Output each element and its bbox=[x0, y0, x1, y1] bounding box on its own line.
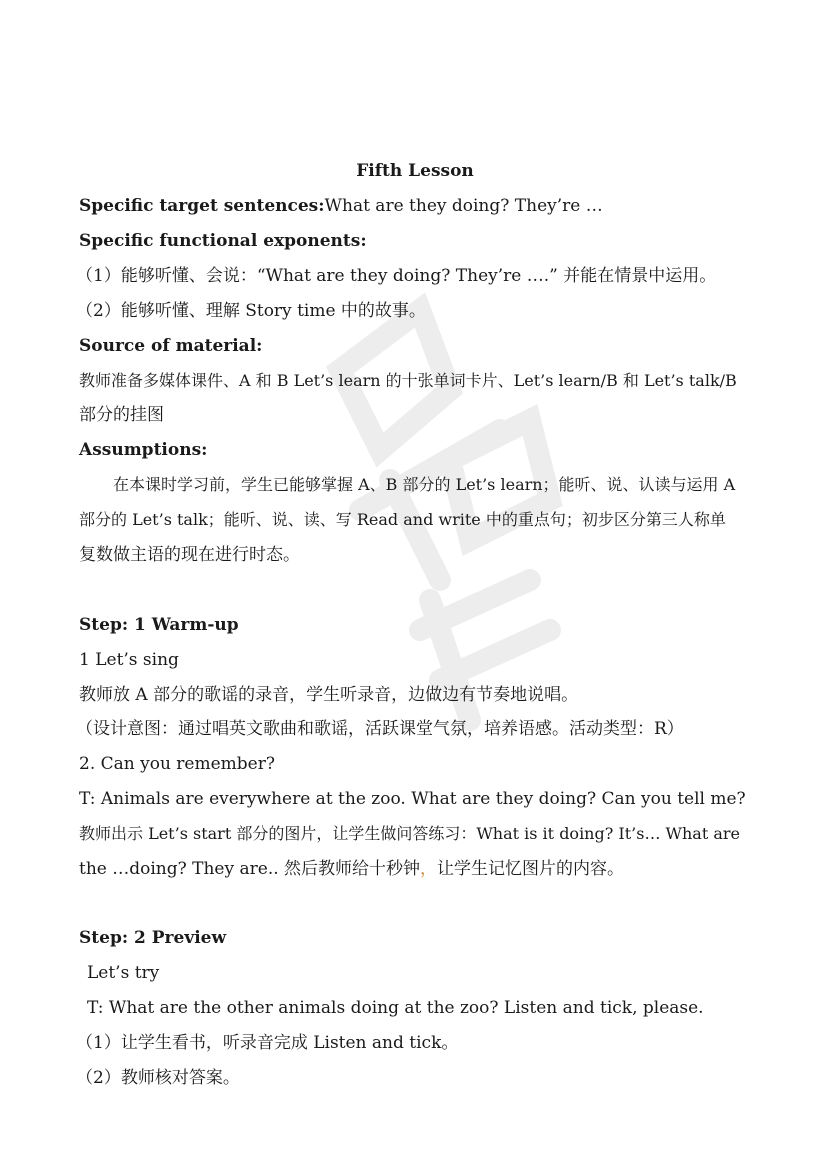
step1-item2-description-1: 教师出示 Let’s start 部分的图片，让学生做问答练习：What is it doing? It’s… What are bbox=[79, 824, 740, 843]
functional-exponent-2: （2）能够听懂、理解 Story time 中的故事。 bbox=[76, 301, 426, 321]
step2-teacher-line: T: What are the other animals doing at the zoo? Listen and tick, please. bbox=[87, 998, 704, 1018]
step1-item1-note: （设计意图：通过唱英文歌曲和歌谣，活跃课堂气氛，培养语感。活动类型：R） bbox=[76, 719, 684, 739]
step1-heading: Step: 1 Warm-up bbox=[79, 615, 239, 635]
target-sentences-label: Specific target sentences: bbox=[79, 196, 325, 216]
assumptions-line-3: 复数做主语的现在进行时态。 bbox=[79, 545, 300, 565]
assumptions-line-2: 部分的 Let’s talk；能听、说、读、写 Read and write 中的重点句；初步区分第三人称单 bbox=[79, 510, 726, 529]
source-line-2: 部分的挂图 bbox=[79, 405, 164, 425]
source-line-1: 教师准备多媒体课件、A 和 B Let’s learn 的十张单词卡片、Let’s learn/B 和 Let’s talk/B bbox=[79, 371, 737, 390]
orange-comma: ， bbox=[420, 859, 438, 879]
step1-item2-description-2a: the …doing? They are.. 然后教师给十秒钟 bbox=[79, 859, 421, 879]
step1-item2-teacher-line: T: Animals are everywhere at the zoo. What are they doing? Can you tell me? bbox=[79, 789, 746, 809]
step2-sub-1: （1）让学生看书，听录音完成 Listen and tick。 bbox=[76, 1033, 459, 1053]
functional-exponent-1: （1）能够听懂、会说：“What are they doing? They’re ….” 并能在情景中运用。 bbox=[76, 266, 717, 286]
step1-item2-description-2b: 让学生记忆图片的内容。 bbox=[437, 859, 625, 879]
step1-item1-description: 教师放 A 部分的歌谣的录音，学生听录音，边做边有节奏地说唱。 bbox=[79, 685, 579, 705]
target-sentences-text: What are they doing? They’re … bbox=[324, 196, 603, 216]
assumptions-line-1: 在本课时学习前，学生已能够掌握 A、B 部分的 Let’s learn；能听、说、认读与运用 A bbox=[113, 475, 736, 494]
source-heading: Source of material: bbox=[79, 336, 263, 356]
step2-sub-2: （2）教师核对答案。 bbox=[76, 1068, 240, 1088]
step1-item2: 2. Can you remember? bbox=[79, 754, 275, 774]
step1-item1: 1 Let’s sing bbox=[79, 650, 179, 670]
functional-exponents-heading: Specific functional exponents: bbox=[79, 231, 367, 251]
assumptions-heading: Assumptions: bbox=[79, 440, 208, 460]
step2-heading: Step: 2 Preview bbox=[79, 928, 227, 948]
target-sentences-line bbox=[79, 195, 759, 217]
step1-item2-description-2 bbox=[79, 858, 759, 880]
document-title: Fifth Lesson bbox=[356, 161, 474, 181]
step2-item: Let’s try bbox=[87, 963, 160, 983]
